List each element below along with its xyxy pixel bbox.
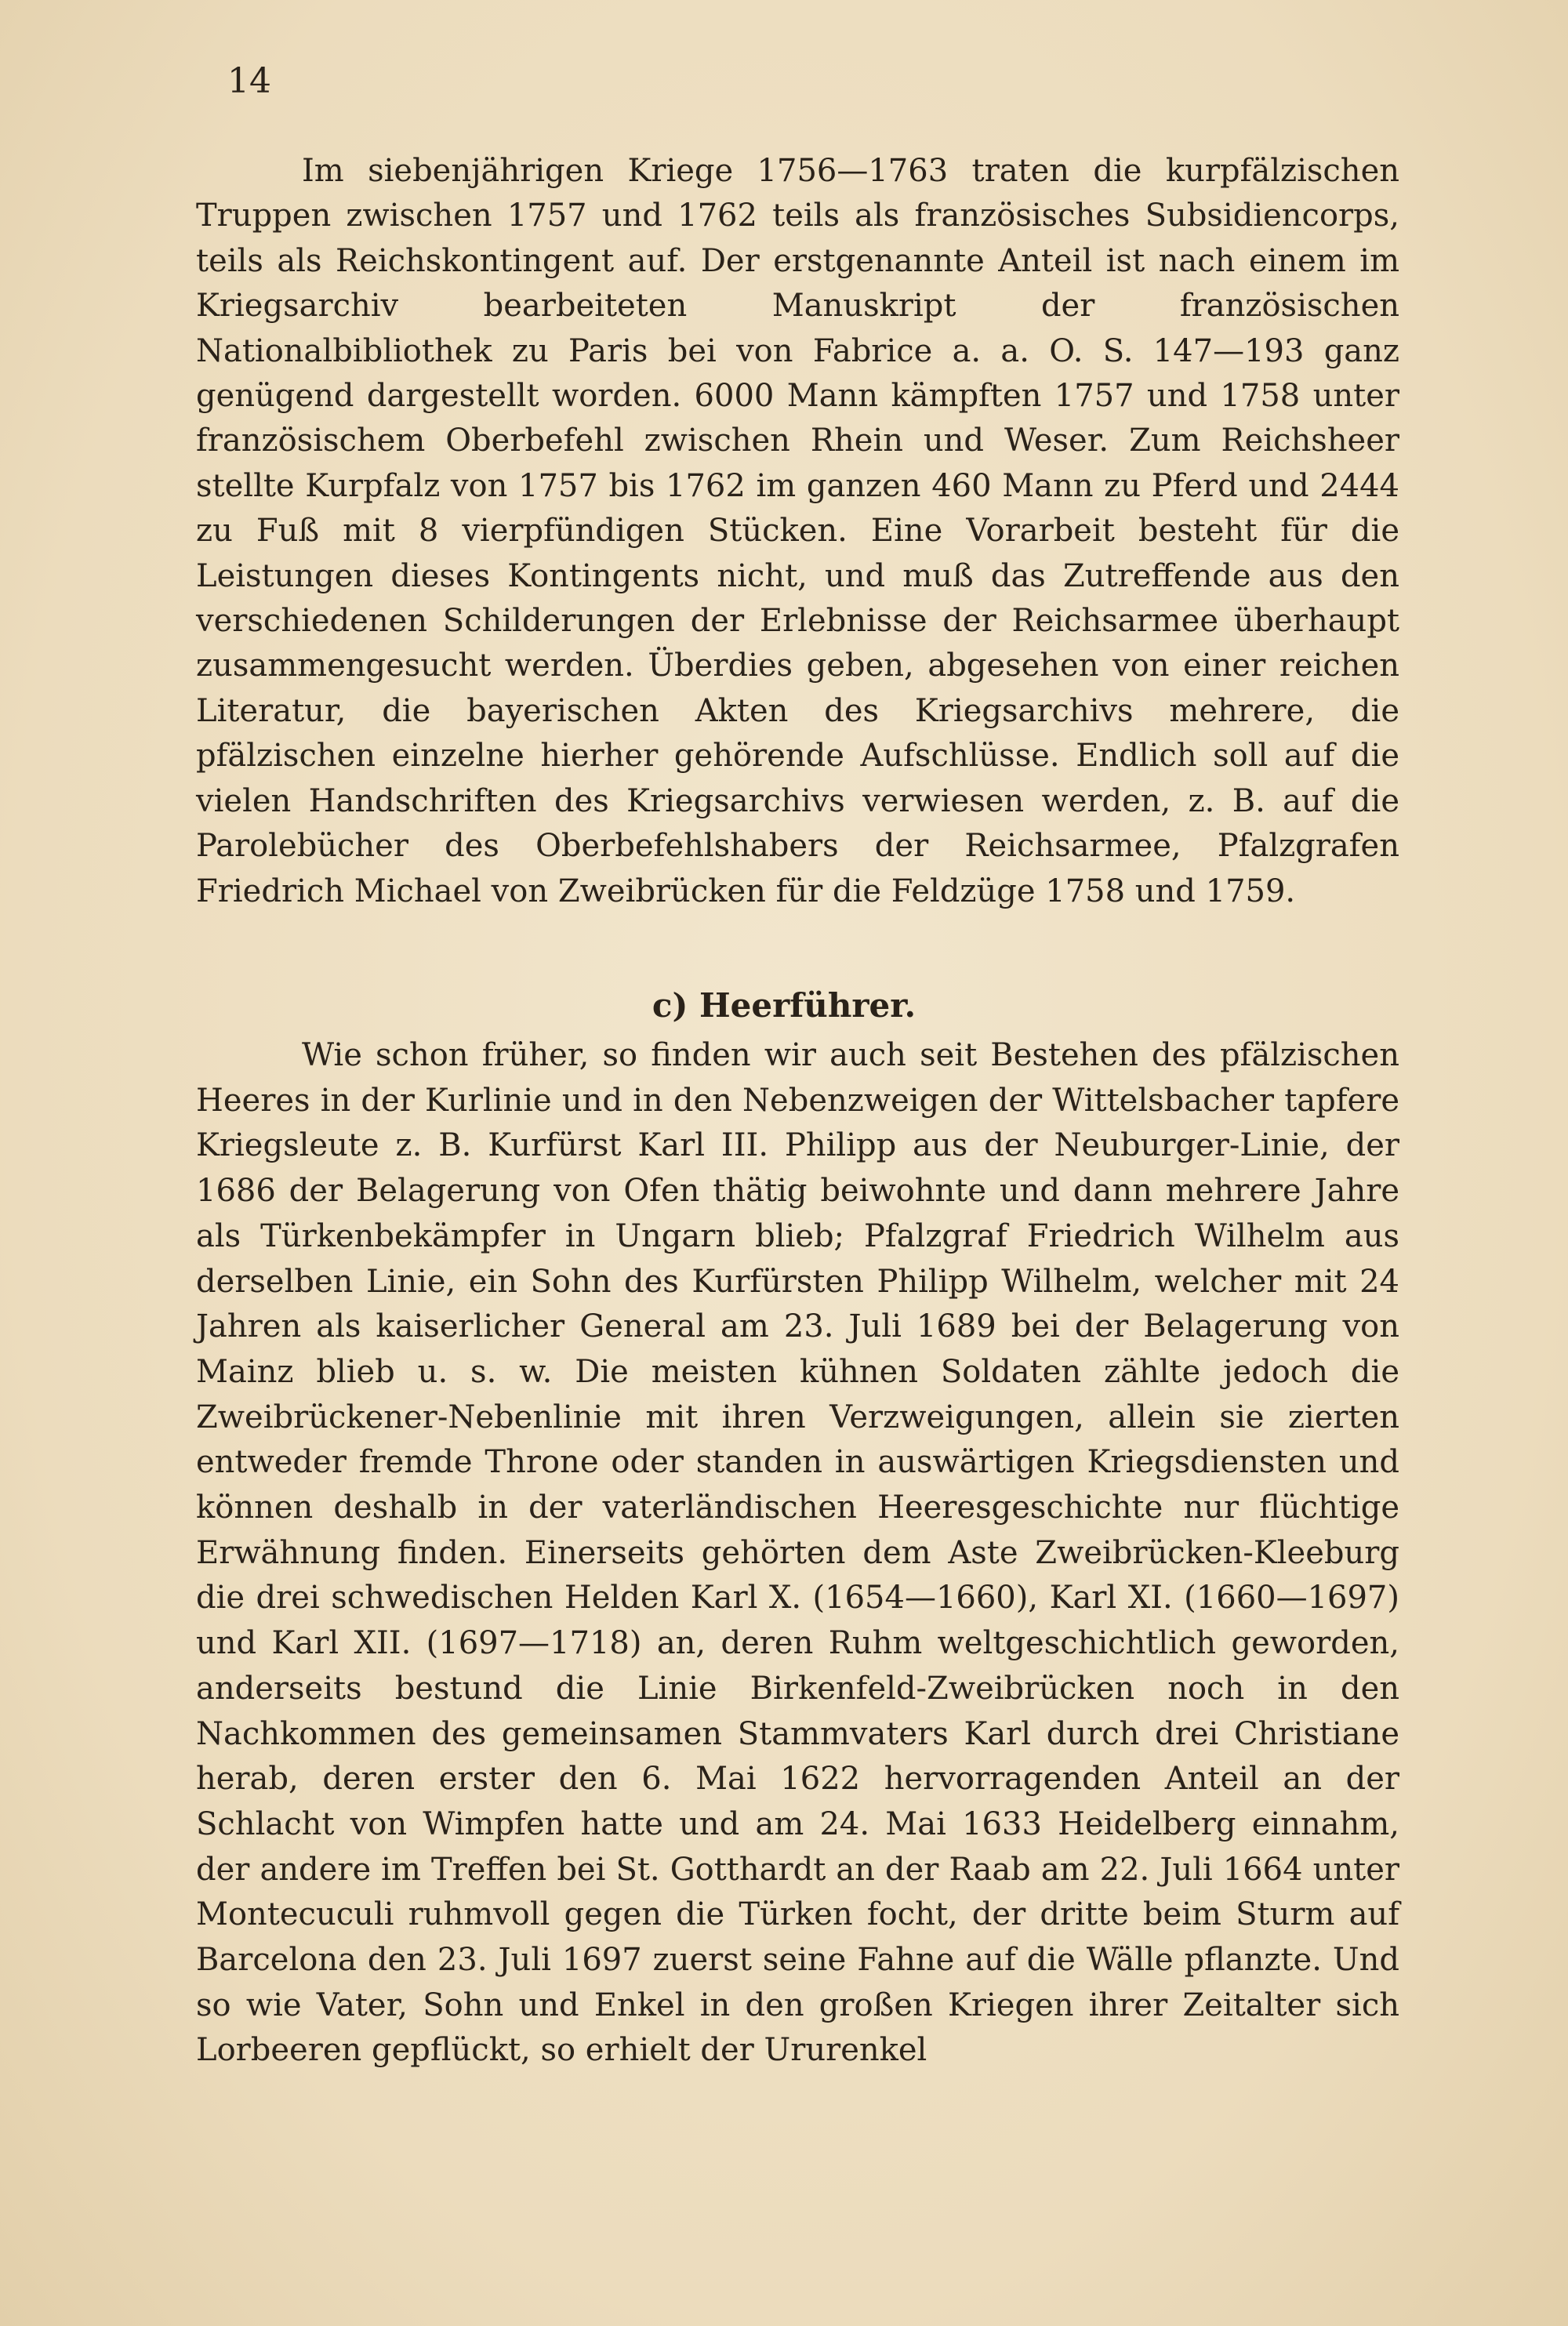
paragraph-commanders: Wie schon früher, so finden wir auch seit Bestehen des pfälzischen Heeres in der Kurlinie und in den Nebenzweigen der Wittelsbacher tapfere Kriegsleute z. B. Kurfürst Karl III. Philipp aus der Neuburger-Linie, der 1686 der Belagerung von Ofen thätig beiwohnte und dann mehrere Jahre als Türkenbekämpfer in Ungarn blieb; Pfalzgraf Friedrich Wilhelm aus derselben Linie, ein Sohn des Kurfürsten Philipp Wilhelm, welcher mit 24 Jahren als kaiserlicher General am 23. Juli 1689 bei der Belagerung von Mainz blieb u. s. w. Die meisten kühnen Soldaten zählte jedoch die Zweibrückener-Nebenlinie mit ihren Verzweigungen, allein sie zierten entweder fremde Throne oder standen in auswärtigen Kriegsdiensten und können deshalb in der vaterländischen Heeresgeschichte nur flüchtige Erwähnung finden. Einerseits gehörten dem Aste Zweibrücken-Kleeburg die drei schwedischen Helden Karl X. (1654—1660), Karl XI. (1660—1697) und Karl XII. (1697—1718) an, deren Ruhm weltgeschichtlich geworden, anderseits bestund die Linie Birkenfeld-Zweibrücken noch in den Nachkommen des gemeinsamen Stammvaters Karl durch drei Christiane herab, deren erster den 6. Mai 1622 hervorragenden Anteil an der Schlacht von Wimpfen hatte und am 24. Mai 1633 Heidelberg einnahm, der andere im Treffen bei St. Gotthardt an der Raab am 22. Juli 1664 unter Montecuculi ruhmvoll gegen die Türken focht, der dritte beim Sturm auf Barcelona den 23. Juli 1697 zuerst seine Fahne auf die Wälle pflanzte. Und so wie Vater, Sohn und Enkel in den großen Kriegen ihrer Zeitalter sich Lorbeeren gepflückt, so erhielt der Ururenkel [196,1037,1399,2069]
paragraph-block-commanders [196,1033,1399,2074]
section-heading: c) Heerführer. [652,986,916,1025]
paragraph-block-seven-years-war [196,149,1399,914]
page-number: 14 [227,61,271,101]
paragraph-seven-years-war: Im siebenjährigen Kriege 1756—1763 traten die kurpfälzischen Truppen zwischen 1757 und 1762 teils als französisches Subsidiencorps, teils als Reichskontingent auf. Der erstgenannte Anteil ist nach einem im Kriegsarchiv bearbeiteten Manuskript der französischen Nationalbibliothek zu Paris bei von Fabrice a. a. O. S. 147—193 ganz genügend dargestellt worden. 6000 Mann kämpften 1757 und 1758 unter französischem Oberbefehl zwischen Rhein und Weser. Zum Reichsheer stellte Kurpfalz von 1757 bis 1762 im ganzen 460 Mann zu Pferd und 2444 zu Fuß mit 8 vierpfündigen Stücken. Eine Vorarbeit besteht für die Leistungen dieses Kontingents nicht, und muß das Zutreffende aus den verschiedenen Schilderungen der Erlebnisse der Reichsarmee überhaupt zusammengesucht werden. Überdies geben, abgesehen von einer reichen Literatur, die bayerischen Akten des Kriegsarchivs mehrere, die pfälzischen einzelne hierher gehörende Aufschlüsse. Endlich soll auf die vielen Handschriften des Kriegsarchivs verwiesen werden, z. B. auf die Parolebücher des Oberbefehlshabers der Reichsarmee, Pfalzgrafen Friedrich Michael von Zweibrücken für die Feldzüge 1758 und 1759. [196,153,1399,909]
